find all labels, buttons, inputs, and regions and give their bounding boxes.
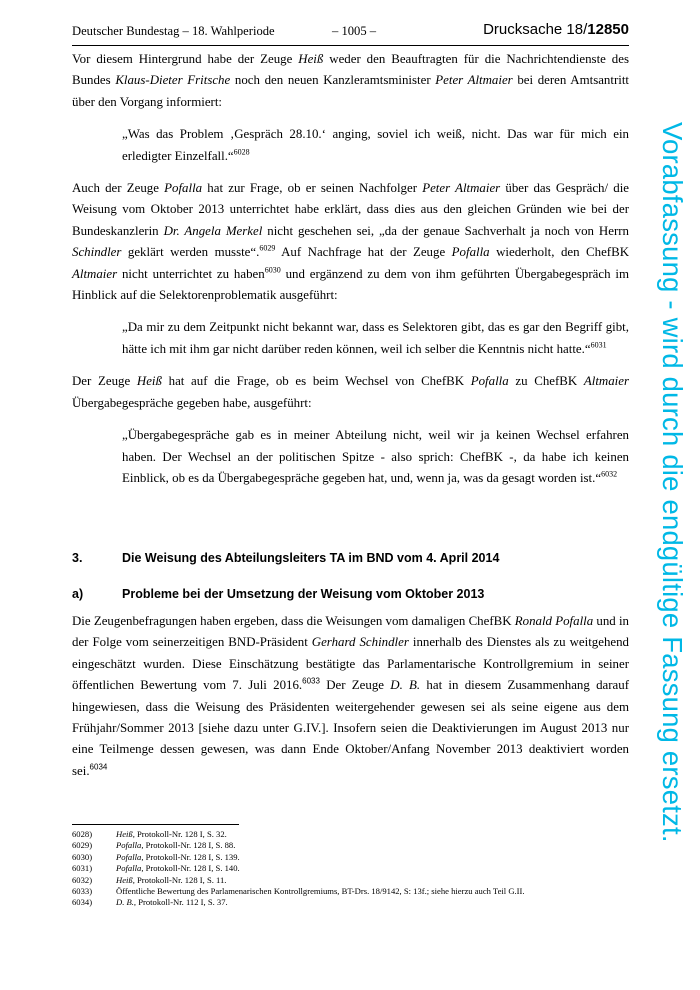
document-page: Deutscher Bundestag – 18. Wahlperiode – 1005 – Drucksache 18/12850 Vor diesem Hintergrund habe der Zeuge Heiß weder den Beauftragten für die Nachrichtendienste des Bundes Klaus-Dieter Fritsche noch den neuen Kanzleramtsminister Peter Altmaier bei deren Amtsantritt über den Vorgang informiert: „Was das Problem ‚Gespräch 28.10.‘ anging, soviel ich weiß, nicht. Das war für mich ein erledigter Einzelfall.“$^{6028}$ Auch der Zeuge Pofalla hat zur Frage, ob er seinen Nachfolger Peter Altmaier über das Gespräch/ die Weisung vom Oktober 2013 unterrichtet habe erklärt, dass dies aus den gleichen Gründen wie bei der Bundeskanzlerin Dr. Angela Merkel nicht geschehen sei, „da der genaue Sachverhalt ja noch von Herrn Schindler geklärt werden musste“.$^{6029}$ Auf Nachfrage hat der Zeuge Pofalla wiederholt, den ChefBK Altmaier nicht unterrichtet zu haben$^{6030}$ und ergänzend zu dem von ihm geführten Übergabegespräch im Hinblick auf die Selektorenproblematik ausgeführt: „Da mir zu dem Zeitpunkt nicht bekannt war, dass es Selektoren gibt, das es gar den Begriff gibt, hätte ich mit ihm gar nicht darüber reden können, weil ich selber die Kenntnis nicht hatte.“$^{6031}$ Der Zeuge Heiß hat auf die Frage, ob es beim Wechsel von ChefBK Pofalla zu ChefBK Altmaier Übergabegespräche gegeben habe, ausgeführt: „Übergabegespräche gab es in meiner Abteilung nicht, weil wir ja keinen Wechsel erfahren haben. Der Wechsel an der politischen Spitze - also sprich: ChefBK -, da habe ich keinen Einblick, ob es da Übergabegespräche gegeben hat, und, wenn ja, was da gesagt worden ist.“$^{6032}$ 3. Die Weisung des Abteilungsleiters TA im BND vom 4. April 2014 a) Probleme bei der Umsetzung der Weisung vom Oktober 2013 Die Zeugenbefragungen haben ergeben, dass die Weisungen vom damaligen ChefBK Ronald Pofalla und in der Folge vom seinerzeitigen BND-Präsident Gerhard Schindler innerhalb des Dienstes als zu weitgehend eingeschätzt wurden. Diese Einschätzung bestätigte das Parlamentarische Kontrollgremium in seiner öffentlichen Bewertung vom 7. Juli 2016.$^{6033}$ Der Zeuge D. B. hat in diesem Zusammenhang darauf hingewiesen, dass die Weisung des Präsidenten weitergehender gewesen sei als seine eigene aus dem Frühjahr/Sommer 2013 [siehe dazu unter G.IV.]. Insofern seien die Deaktivierungen im August 2013 nur eine Teilmenge dessen gewesen, was dann Ende Oktober/Anfang November 2013 deaktiviert worden sei.$^{6034}$ 6028) Heiß, Protokoll-Nr. 128 I, S. 32. 6029) Pofalla, Protokoll-Nr. 128 I, S. 88. 6030) Pofalla, Protokoll-Nr. 128 I, S. 139. 6031) Pofalla, Protokoll-Nr. 128 I, S. 140. 6032) Heiß, Protokoll-Nr. 128 I, S. 11. 6033) Öffentliche Bewertung des Parlamenarischen Kontrollgremiums, BT-Drs. 18/9142, S: 13f.; siehe hierzu auch Teil G.II. 6034) D. B., Protokoll-Nr. 112 I, S. 37. Vorabfassung - wird durch die endgültige Fassung ersetzt. — [0, 0, 700, 990]
paragraph-3: Der Zeuge Heiß hat auf die Frage, ob es beim Wechsel von ChefBK Pofalla zu ChefBK Altmaier Übergabegespräche gegeben habe, ausgeführt: — [72, 374, 629, 410]
page-number: – 1005 – — [332, 24, 377, 38]
document-number: Drucksache 18/12850 — [483, 21, 629, 38]
footnote-rule — [72, 824, 239, 825]
paragraph-1: Vor diesem Hintergrund habe der Zeuge Heiß weder den Beauftragten für die Nachrichtendienste des Bundes Klaus-Dieter Fritsche noch den neuen Kanzleramtsminister Peter Altmaier bei deren Amtsantritt über den Vorgang informiert: — [72, 52, 629, 109]
page-header — [72, 22, 629, 42]
footnote-ref: 6031 — [590, 340, 607, 350]
quote-3: „Übergabegespräche gab es in meiner Abteilung nicht, weil wir ja keinen Wechsel erfahren haben. Der Wechsel an der politischen Spitze - also sprich: ChefBK -, da habe ich keinen Einblick, ob es da Übergabegespräche gegeben hat, und, wenn ja, was da gesagt worden ist.“$^{6032}$ — [122, 428, 629, 485]
paragraph-4: Die Zeugenbefragungen haben ergeben, dass die Weisungen vom damaligen ChefBK Ronald Pofalla und in der Folge vom seinerzeitigen BND-Präsident Gerhard Schindler innerhalb des Dienstes als zu weitgehend eingeschätzt wurden. Diese Einschätzung bestätigte das Parlamentarische Kontrollgremium in seiner öffentlichen Bewertung vom 7. Juli 2016.$^{6033}$ Der Zeuge D. B. hat in diesem Zusammenhang darauf hingewiesen, dass die Weisung des Präsidenten weitergehender gewesen sei als seine eigene aus dem Frühjahr/Sommer 2013 [siehe dazu unter G.IV.]. Insofern seien die Deaktivierungen im August 2013 nur eine Teilmenge dessen gewesen, was dann Ende Oktober/Anfang November 2013 deaktiviert worden sei.$^{6034}$ — [72, 614, 630, 778]
footnote-ref: 6032 — [601, 469, 618, 479]
footnote-ref: 6030 — [264, 265, 281, 275]
document-body — [72, 49, 629, 489]
document-body-2 — [72, 611, 629, 782]
footnote-ref: 6033 — [302, 676, 320, 686]
header-rule — [72, 45, 629, 46]
footnote-ref: 6034 — [89, 762, 108, 772]
quote-2: „Da mir zu dem Zeitpunkt nicht bekannt war, dass es Selektoren gibt, das es gar den Begriff gibt, hätte ich mit ihm gar nicht darüber reden können, weil ich selber die Kenntnis nicht hatte.“$^{6031}$ — [122, 320, 629, 356]
draft-watermark: Vorabfassung - wird durch die endgültige Fassung ersetzt. — [657, 122, 688, 843]
quote-1: „Was das Problem ‚Gespräch 28.10.‘ anging, soviel ich weiß, nicht. Das war für mich ein erledigter Einzelfall.“$^{6028}$ — [122, 127, 629, 163]
header-left: Deutscher Bundestag – 18. Wahlperiode — [72, 24, 275, 38]
footnote-ref: 6029 — [259, 243, 276, 253]
paragraph-2: Auch der Zeuge Pofalla hat zur Frage, ob er seinen Nachfolger Peter Altmaier über das Gespräch/ die Weisung vom Oktober 2013 unterrichtet habe erklärt, dass dies aus den gleichen Gründen wie bei der Bundeskanzlerin Dr. Angela Merkel nicht geschehen sei, „da der genaue Sachverhalt ja noch von Herrn Schindler geklärt werden musste“.$^{6029}$ Auf Nachfrage hat der Zeuge Pofalla wiederholt, den ChefBK Altmaier nicht unterrichtet zu haben$^{6030}$ und ergänzend zu dem von ihm geführten Übergabegespräch im Hinblick auf die Selektorenproblematik ausgeführt: — [72, 181, 630, 303]
footnote-ref: 6028 — [233, 147, 250, 157]
